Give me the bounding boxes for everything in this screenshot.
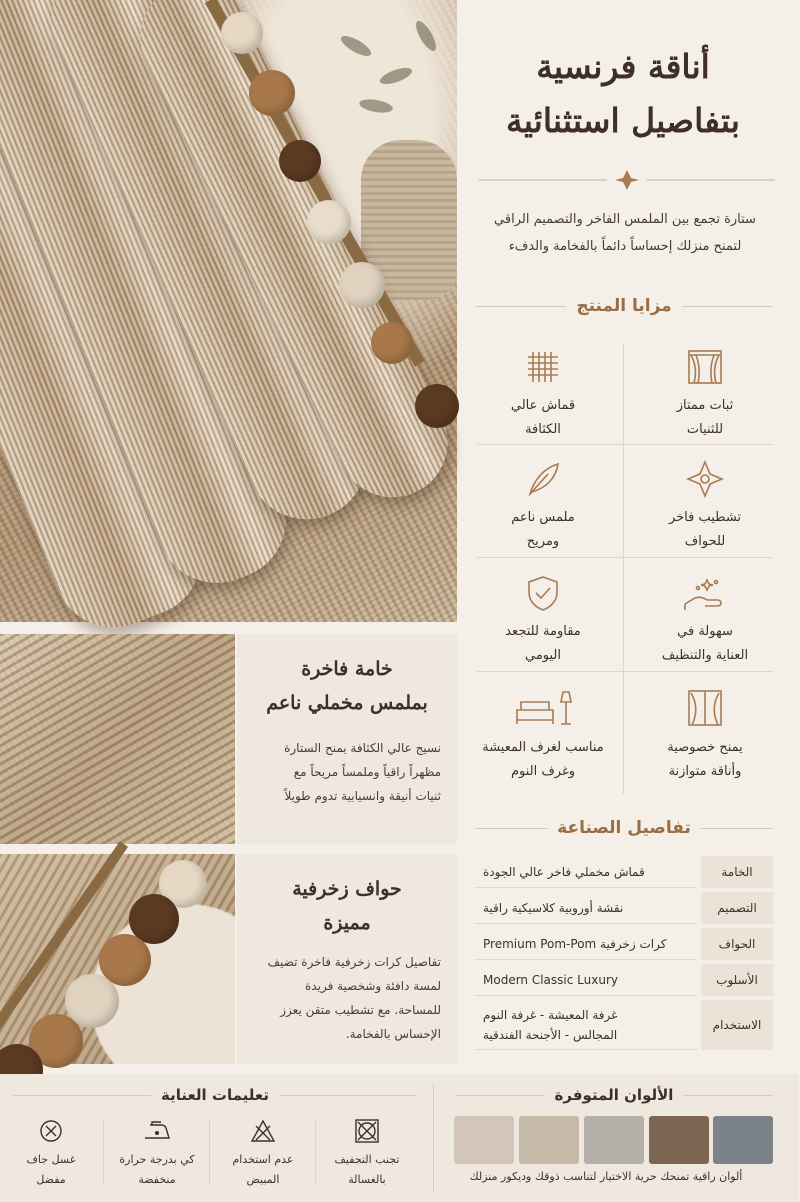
weave-icon (525, 348, 563, 386)
fabric-closeup-photo (0, 634, 236, 844)
feather-icon (525, 460, 563, 498)
feature-privacy: يمنح خصوصية وأناقة متوازنة (632, 684, 780, 796)
curtain-icon (687, 348, 725, 386)
window-curtain-icon (687, 688, 725, 728)
details-heading: تفاصيل الصناعة (476, 818, 774, 838)
care-heading: تعليمات العناية (14, 1086, 418, 1104)
ornament-icon (687, 460, 725, 498)
colors-heading: الألوان المتوفرة (456, 1086, 774, 1104)
table-row: الأسلوب Modern Classic Luxury (476, 964, 774, 996)
care-low-iron: كي بدرجة حرارة منخفضة (106, 1118, 210, 1190)
color-swatch-grey[interactable] (585, 1116, 645, 1164)
color-swatch-beige[interactable] (520, 1116, 580, 1164)
feature-wrinkle-resistant: مقاومة للتجعد اليومي (470, 570, 618, 682)
feature-easy-care: سهولة في العناية والتنظيف (632, 570, 780, 682)
intro-text: ستارة تجمع بين الملمس الفاخر والتصميم الراقي لتمنح منزلك إحساساً دائماً بالفخامة والدفء (495, 212, 757, 254)
table-row: الحواف كرات زخرفية Premium Pom-Pom (476, 928, 774, 960)
colors-caption: ألوان راقية تمنحك حرية الاختيار لتناسب ذوقك وديكور منزلك (470, 1170, 744, 1183)
page-title (474, 40, 774, 148)
edge-block-title: حواف زخرفية مميزة (293, 878, 403, 934)
table-row: الاستخدام غرفة المعيشة - غرفة النوم المجالس - الأجنحة الفندقية (476, 1000, 774, 1050)
care-dry-clean: غسل جاف مفضل (0, 1118, 104, 1190)
no-tumble-dry-icon (355, 1118, 381, 1144)
feature-soft-touch: ملمس ناعم ومريح (470, 456, 618, 568)
feature-high-density: قماش عالي الكثافة (470, 344, 618, 456)
hand-sparkle-icon (684, 574, 728, 612)
fabric-block-title: خامة فاخرة بملمس مخملي ناعم (267, 658, 429, 714)
care-no-tumble-dry: تجنب التجفيف بالغسالة (316, 1118, 420, 1190)
feature-luxury-edges: تشطيب فاخر للحواف (632, 456, 780, 568)
feature-living-rooms: مناسب لغرف المعيشة وغرف النوم (470, 684, 618, 796)
pompom-edge-photo (0, 854, 236, 1064)
title-line-2: بتفاصيل استثنائية (507, 101, 741, 140)
fabric-block (238, 634, 458, 844)
features-heading: مزايا المنتج (476, 296, 774, 316)
ornament-divider (480, 170, 776, 190)
sofa-lamp-icon (514, 688, 574, 728)
no-bleach-icon (251, 1118, 277, 1144)
table-row: التصميم نقشة أوروبية كلاسيكية راقية (476, 892, 774, 924)
fabric-block-body: نسيج عالي الكثافة يمنح الستارة مظهراً راقياً وملمساً مريحاً مع ثنيات أنيقة وانسيابية تدوم طويلاً (285, 741, 442, 803)
title-line-1: أناقة فرنسية (537, 47, 711, 86)
table-row: الخامة قماش مخملي فاخر عالي الجودة (476, 856, 774, 888)
hero-photo-fabric-rolls (0, 0, 458, 622)
feature-pleat-stability: ثبات ممتاز للثنيات (632, 344, 780, 456)
edge-block-body: تفاصيل كرات زخرفية فاخرة تضيف لمسة دافئة وشخصية فريدة للمساحة. مع تشطيب متقن يعزز الإحساس بالفخامة. (268, 955, 442, 1041)
color-swatch-cream[interactable] (455, 1116, 515, 1164)
edge-block (238, 854, 458, 1064)
color-swatch-slate[interactable] (714, 1116, 774, 1164)
care-no-bleach: عدم استخدام المبيض (212, 1118, 316, 1190)
dry-clean-icon (39, 1118, 65, 1144)
color-swatch-brown[interactable] (650, 1116, 710, 1164)
iron-low-icon (143, 1118, 173, 1144)
shield-check-icon (525, 574, 563, 612)
